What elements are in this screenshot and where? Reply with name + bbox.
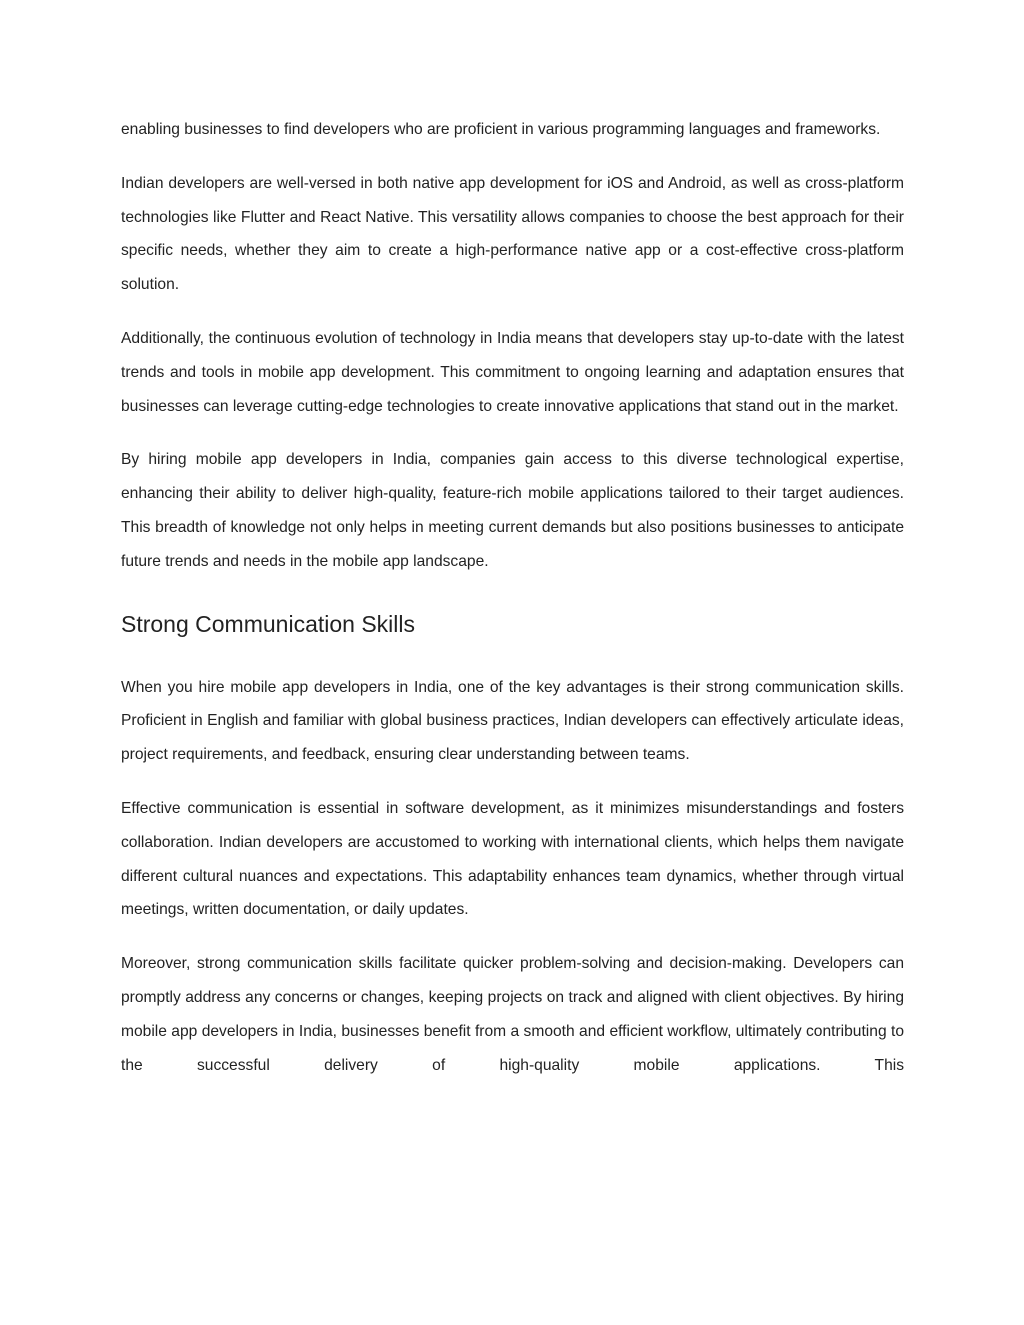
section-heading-communication: Strong Communication Skills xyxy=(121,610,416,637)
paragraph-technological-expertise: By hiring mobile app developers in India, companies gain access to this diverse technological expertise, enhancing their ability to deliver high-quality, feature-rich mobile applications tailored to their target audiences. This breadth of knowledge not only helps in meeting current demands but also positions businesses to anticipate future trends and needs in the mobile app landscape. xyxy=(121,451,904,570)
paragraph-frameworks: enabling businesses to find developers who are proficient in various programming languages and frameworks. xyxy=(121,121,881,138)
paragraph-effective-communication: Effective communication is essential in software development, as it minimizes misunderstandings and fosters collaboration. Indian developers are accustomed to working with international clients, which helps them navigate different cultural nuances and expectations. This adaptability enhances team dynamics, whether through virtual meetings, written documentation, or daily updates. xyxy=(121,799,904,919)
paragraph-technology-evolution: Additionally, the continuous evolution of technology in India means that developers stay up-to-date with the latest trends and tools in mobile app development. This commitment to ongoing learning and adaptation ensures that businesses can leverage cutting-edge technologies to create innovative applications that stand out in the market. xyxy=(121,329,904,415)
paragraph-native-cross-platform: Indian developers are well-versed in both native app development for iOS and Android, as well as cross-platform technologies like Flutter and React Native. This versatility allows companies to choose the best approach for their specific needs, whether they aim to create a high-performance native app or a cost-effective cross-platform solution. xyxy=(121,174,904,294)
document-page xyxy=(121,113,904,1102)
paragraph-problem-solving: Moreover, strong communication skills facilitate quicker problem-solving and decision-making. Developers can promptly address any concerns or changes, keeping projects on track and aligned with client objectives. By hiring mobile app developers in India, businesses benefit from a smooth and efficient workflow, ultimately contributing to the successful delivery of high-quality mobile applications. This xyxy=(121,955,904,1074)
paragraph-communication-skills: When you hire mobile app developers in India, one of the key advantages is their strong communication skills. Proficient in English and familiar with global business practices, Indian developers can effectively articulate ideas, project requirements, and feedback, ensuring clear understanding between teams. xyxy=(121,678,904,764)
